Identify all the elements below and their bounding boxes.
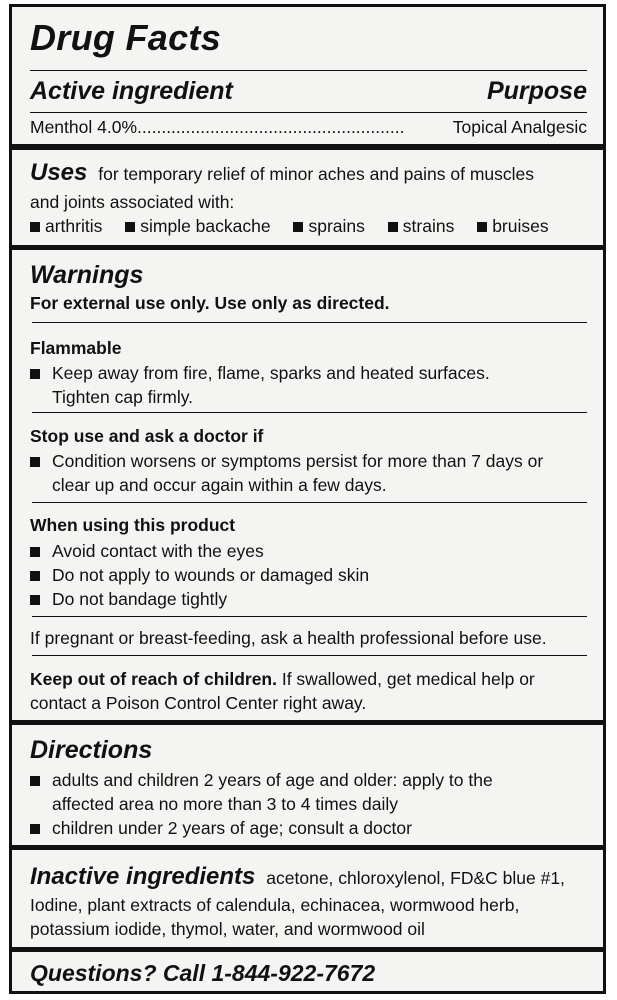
section-divider — [12, 845, 603, 850]
section-divider — [12, 144, 603, 150]
bullet-icon — [30, 595, 40, 605]
section-divider — [12, 720, 603, 725]
keep-out-bold: Keep out of reach of children. — [30, 669, 277, 689]
warnings-rule — [32, 322, 587, 323]
purpose-heading: Purpose — [486, 77, 587, 105]
drug-facts-label: Drug Facts Active ingredient Purpose Menthol 4.0%....................................................... Topical Analgesic Uses for temporary relief of minor aches and pains of muscles and joints associated with: arthritis simple backache sprains strains bruises Warnings For external use only. Use only as directed. Flammable Keep away from fire, flame, sparks and heated surfaces. Tighten cap firmly. Stop use and ask a doctor if Condition worsens or symptoms persist for more than 7 days or clear up and occur again within a few days. When using this product Avoid contact with the eyes Do not apply to wounds or damaged skin Do not bandage tightly If pregnant or breast-feeding, ask a health professional before use. Keep out of reach of children. If swallowed, get medical help or contact a Poison Control Center right away. Directions adults and children 2 years of age and older: apply to the affected area no more than 3 to 4 times daily children under 2 years of age; consult a doctor Inactive ingredients acetone, chloroxylenol, FD&C blue #1, Iodine, plant extracts of calendula, echinacea, wormwood herb, potassium iodide, thymol, water, and wormwood oil Questions? Call 1-844-922-7672 — [9, 4, 606, 994]
bullet-icon — [30, 222, 40, 232]
inactive-line-1: Inactive ingredients acetone, chloroxylenol, FD&C blue #1, — [30, 863, 565, 890]
warnings-heading: Warnings — [30, 261, 144, 289]
warnings-rule — [32, 655, 587, 656]
bullet-icon — [477, 222, 487, 232]
leader-dots: ....................................................... — [137, 117, 405, 137]
active-ingredient-heading: Active ingredient — [30, 77, 233, 105]
warnings-rule — [32, 412, 587, 413]
warnings-rule — [32, 502, 587, 503]
uses-item: arthritis — [30, 216, 102, 236]
uses-item: sprains — [293, 216, 364, 236]
bullet-icon — [30, 776, 40, 786]
uses-line-2: and joints associated with: — [30, 192, 235, 212]
ingredient-purpose: Topical Analgesic — [452, 117, 587, 137]
uses-line-1: Uses for temporary relief of minor aches and pains of muscles — [30, 159, 534, 186]
section-divider — [12, 947, 603, 952]
active-ingredient-row — [30, 115, 404, 139]
title-rule — [30, 70, 587, 71]
page-title: Drug Facts — [30, 17, 222, 58]
active-rule — [30, 112, 587, 113]
bullet-icon — [388, 222, 398, 232]
directions-heading: Directions — [30, 736, 153, 764]
flammable-heading: Flammable — [30, 338, 122, 358]
stop-use-heading: Stop use and ask a doctor if — [30, 426, 264, 446]
inactive-heading: Inactive ingredients — [30, 863, 256, 890]
stop-use-item-cont: clear up and occur again within a few days. — [52, 475, 387, 495]
bullet-icon — [293, 222, 303, 232]
inactive-line-3: potassium iodide, thymol, water, and wormwood oil — [30, 919, 425, 939]
bullet-icon — [30, 547, 40, 557]
bullet-icon — [30, 571, 40, 581]
bullet-icon — [125, 222, 135, 232]
uses-items — [30, 214, 549, 238]
external-use-text: For external use only. Use only as directed. — [30, 293, 390, 313]
bullet-icon — [30, 369, 40, 379]
inactive-line-2: Iodine, plant extracts of calendula, echinacea, wormwood herb, — [30, 895, 520, 915]
bullet-icon — [30, 457, 40, 467]
uses-item: simple backache — [125, 216, 270, 236]
when-using-heading: When using this product — [30, 515, 236, 535]
uses-heading: Uses — [30, 159, 88, 186]
directions-item-cont: affected area no more than 3 to 4 times daily — [52, 794, 398, 814]
pregnancy-warning: If pregnant or breast-feeding, ask a health professional before use. — [30, 628, 547, 648]
warnings-rule — [32, 616, 587, 617]
section-divider — [12, 245, 603, 250]
questions-phone: Questions? Call 1-844-922-7672 — [30, 960, 376, 986]
ingredient-name: Menthol 4.0% — [30, 117, 138, 137]
keep-out-line-2: contact a Poison Control Center right away. — [30, 693, 367, 713]
keep-out-line-1: Keep out of reach of children. If swallowed, get medical help or — [30, 669, 535, 689]
uses-item: strains — [388, 216, 455, 236]
uses-item: bruises — [477, 216, 548, 236]
bullet-icon — [30, 824, 40, 834]
flammable-item-cont: Tighten cap firmly. — [52, 387, 194, 407]
